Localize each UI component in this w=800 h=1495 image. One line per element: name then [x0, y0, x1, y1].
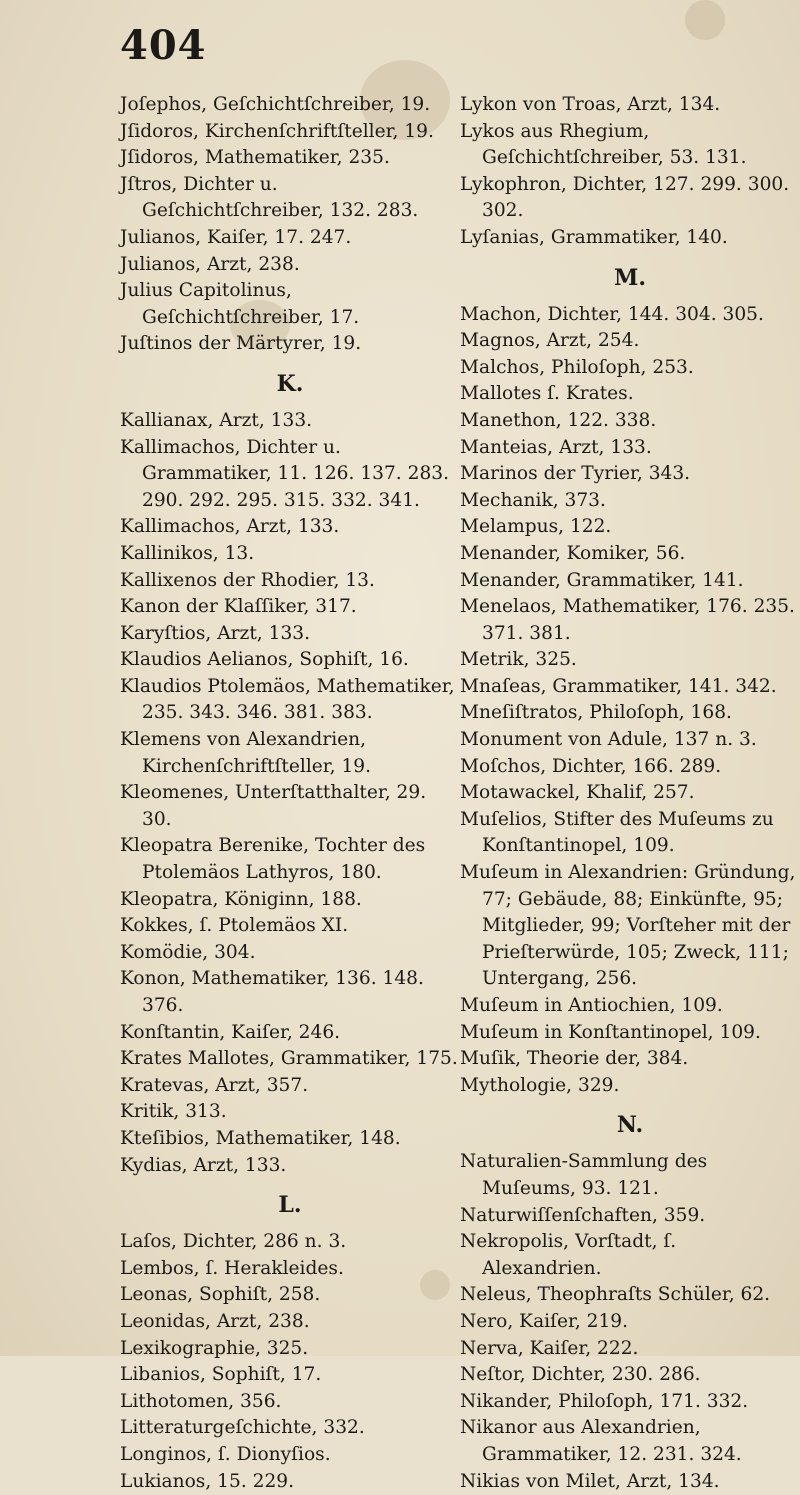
- section-letter-heading: K.: [120, 364, 460, 404]
- index-entry: Kallimachos, Dichter u. Grammatiker, 11. 126. 137. 283. 290. 292. 295. 315. 332. 341.: [120, 435, 460, 515]
- index-entry: Naturalien-Sammlung des Muſeums, 93. 121.: [460, 1149, 800, 1202]
- index-entry: Kleopatra, Königinn, 188.: [120, 887, 460, 914]
- index-entry: Metrik, 325.: [460, 647, 800, 674]
- index-entry: Kleomenes, Unterſtatthalter, 29. 30.: [120, 780, 460, 833]
- section-letter-heading: M.: [460, 258, 800, 298]
- index-entry: Naturwiſſenſchaften, 359.: [460, 1203, 800, 1230]
- index-entry: Machon, Dichter, 144. 304. 305.: [460, 302, 800, 329]
- index-entry: Kallimachos, Arzt, 133.: [120, 514, 460, 541]
- paper-stain: [685, 0, 725, 40]
- index-entry: Leonas, Sophiſt, 258.: [120, 1282, 460, 1309]
- section-letter-heading: L.: [120, 1185, 460, 1225]
- index-entry: Leonidas, Arzt, 238.: [120, 1309, 460, 1336]
- index-entry: Lykophron, Dichter, 127. 299. 300. 302.: [460, 172, 800, 225]
- index-entry: Muſik, Theorie der, 384.: [460, 1046, 800, 1073]
- index-entry: Motawackel, Khalif, 257.: [460, 780, 800, 807]
- index-entry: Moſchos, Dichter, 166. 289.: [460, 754, 800, 781]
- index-entry: Muſeum in Konſtantinopel, 109.: [460, 1020, 800, 1047]
- index-entry: Menander, Komiker, 56.: [460, 541, 800, 568]
- index-entry: Jſtros, Dichter u. Geſchichtſchreiber, 132. 283.: [120, 172, 460, 225]
- index-entry: Mallotes ſ. Krates.: [460, 381, 800, 408]
- index-entry: Julianos, Arzt, 238.: [120, 252, 460, 279]
- index-entry: Karyſtios, Arzt, 133.: [120, 621, 460, 648]
- index-entry: Mechanik, 373.: [460, 488, 800, 515]
- index-entry: Muſelios, Stifter des Muſeums zu Konſtantinopel, 109.: [460, 807, 800, 860]
- index-entry: Monument von Adule, 137 n. 3.: [460, 727, 800, 754]
- index-entry: Lykos aus Rhegium, Geſchichtſchreiber, 53. 131.: [460, 119, 800, 172]
- page-number: 404: [120, 22, 207, 69]
- index-entry: Kokkes, ſ. Ptolemäos XI.: [120, 913, 460, 940]
- index-entry: Juſtinos der Märtyrer, 19.: [120, 331, 460, 358]
- index-entry: Julianos, Kaiſer, 17. 247.: [120, 225, 460, 252]
- index-entry: Nero, Kaiſer, 219.: [460, 1309, 800, 1336]
- index-entry: Lembos, ſ. Herakleides.: [120, 1256, 460, 1283]
- index-entry: Manteias, Arzt, 133.: [460, 435, 800, 462]
- index-entry: Jſidoros, Kirchenſchriftſteller, 19.: [120, 119, 460, 146]
- index-entry: Lithotomen, 356.: [120, 1389, 460, 1416]
- index-entry: Kallixenos der Rhodier, 13.: [120, 568, 460, 595]
- index-entry: Kleopatra Berenike, Tochter des Ptolemäos Lathyros, 180.: [120, 833, 460, 886]
- index-entry: Nekropolis, Vorſtadt, ſ. Alexandrien.: [460, 1229, 800, 1282]
- index-entry: Mnaſeas, Grammatiker, 141. 342.: [460, 674, 800, 701]
- index-entry: Menelaos, Mathematiker, 176. 235. 371. 381.: [460, 594, 800, 647]
- index-entry: Kydias, Arzt, 133.: [120, 1153, 460, 1180]
- index-entry: Kallinikos, 13.: [120, 541, 460, 568]
- index-entry: Litteraturgeſchichte, 332.: [120, 1415, 460, 1442]
- index-entry: Lyſanias, Grammatiker, 140.: [460, 225, 800, 252]
- index-entry: Kallianax, Arzt, 133.: [120, 408, 460, 435]
- index-entry: Kteſibios, Mathematiker, 148.: [120, 1126, 460, 1153]
- index-entry: Muſeum in Alexandrien: Gründung, 77; Gebäude, 88; Einkünfte, 95; Mitglieder, 99; Vorſteher mit der Prieſterwürde, 105; Zweck, 111; Untergang, 256.: [460, 860, 800, 993]
- index-entry: Kratevas, Arzt, 357.: [120, 1073, 460, 1100]
- index-column-left: [120, 92, 460, 1495]
- index-entry: Laſos, Dichter, 286 n. 3.: [120, 1229, 460, 1256]
- index-entry: Kanon der Klaſſiker, 317.: [120, 594, 460, 621]
- index-entry: Nikias von Milet, Arzt, 134.: [460, 1469, 800, 1495]
- index-entry: Nikanor aus Alexandrien, Grammatiker, 12. 231. 324.: [460, 1415, 800, 1468]
- index-entry: Komödie, 304.: [120, 940, 460, 967]
- index-entry: Konſtantin, Kaiſer, 246.: [120, 1020, 460, 1047]
- index-entry: Konon, Mathematiker, 136. 148. 376.: [120, 966, 460, 1019]
- index-entry: Menander, Grammatiker, 141.: [460, 568, 800, 595]
- index-entry: Jſidoros, Mathematiker, 235.: [120, 145, 460, 172]
- section-letter-heading: N.: [460, 1105, 800, 1145]
- index-entry: Marinos der Tyrier, 343.: [460, 461, 800, 488]
- index-entry: Muſeum in Antiochien, 109.: [460, 993, 800, 1020]
- index-column-right: [460, 92, 800, 1495]
- index-entry: Klaudios Aelianos, Sophiſt, 16.: [120, 647, 460, 674]
- index-entry: Kritik, 313.: [120, 1099, 460, 1126]
- index-entry: Mneſiſtratos, Philoſoph, 168.: [460, 700, 800, 727]
- index-entry: Joſephos, Geſchichtſchreiber, 19.: [120, 92, 460, 119]
- index-entry: Malchos, Philoſoph, 253.: [460, 355, 800, 382]
- index-entry: Klaudios Ptolemäos, Mathematiker, 235. 343. 346. 381. 383.: [120, 674, 460, 727]
- index-entry: Lukianos, 15. 229.: [120, 1469, 460, 1495]
- index-entry: Nikander, Philoſoph, 171. 332.: [460, 1389, 800, 1416]
- index-entry: Nerva, Kaiſer, 222.: [460, 1336, 800, 1363]
- index-entry: Klemens von Alexandrien, Kirchenſchriftſteller, 19.: [120, 727, 460, 780]
- index-entry: Julius Capitolinus, Geſchichtſchreiber, 17.: [120, 278, 460, 331]
- index-entry: Lykon von Troas, Arzt, 134.: [460, 92, 800, 119]
- index-entry: Krates Mallotes, Grammatiker, 175.: [120, 1046, 460, 1073]
- index-entry: Neſtor, Dichter, 230. 286.: [460, 1362, 800, 1389]
- index-entry: Manethon, 122. 338.: [460, 408, 800, 435]
- index-entry: Mythologie, 329.: [460, 1073, 800, 1100]
- index-entry: Libanios, Sophiſt, 17.: [120, 1362, 460, 1389]
- index-entry: Longinos, ſ. Dionyſios.: [120, 1442, 460, 1469]
- index-entry: Magnos, Arzt, 254.: [460, 328, 800, 355]
- index-entry: Lexikographie, 325.: [120, 1336, 460, 1363]
- index-entry: Melampus, 122.: [460, 514, 800, 541]
- index-entry: Neleus, Theophraſts Schüler, 62.: [460, 1282, 800, 1309]
